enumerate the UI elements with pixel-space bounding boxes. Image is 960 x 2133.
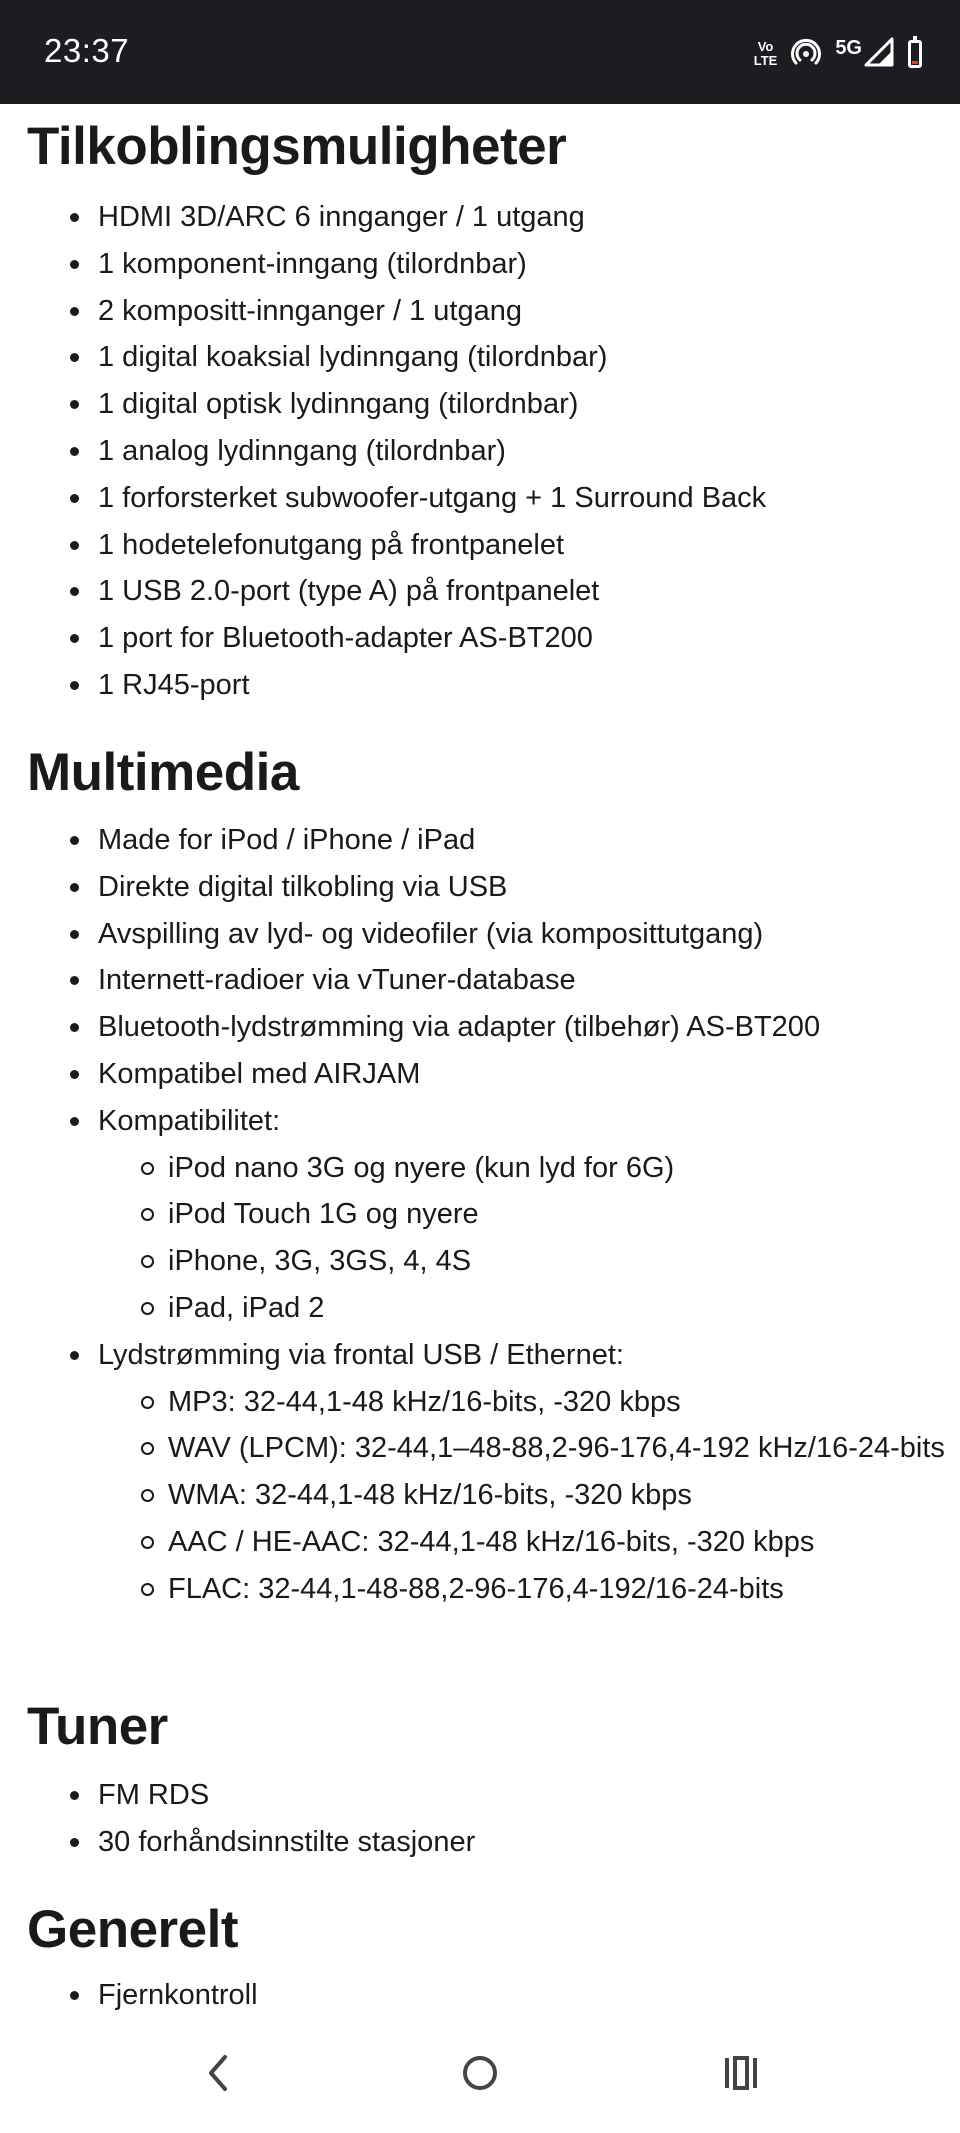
list-item: 1 komponent-inngang (tilordnbar) [0,241,898,288]
sublist-item: iPod Touch 1G og nyere [96,1191,958,1238]
section-title-connectivity: Tilkoblingsmuligheter [27,117,567,176]
sublist-item: WMA: 32-44,1-48 kHz/16-bits, -320 kbps [96,1472,958,1519]
list-item: Internett-radioer via vTuner-database [0,957,898,1004]
list-item: Made for iPod / iPhone / iPad [0,817,898,864]
list-item: 1 digital koaksial lydinngang (tilordnbar) [0,334,898,381]
recents-icon [721,2053,761,2098]
status-bar [0,0,960,104]
back-button[interactable] [193,2050,243,2100]
list-item: 2 kompositt-innganger / 1 utgang [0,288,898,335]
navigation-bar [0,2010,960,2133]
sublist-item: AAC / HE-AAC: 32-44,1-48 kHz/16-bits, -320 kbps [96,1519,958,1566]
section-title-multimedia: Multimedia [27,743,299,802]
list-item: Bluetooth-lydstrømming via adapter (tilbehør) AS-BT200 [0,1004,898,1051]
section-title-tuner: Tuner [27,1697,168,1756]
battery-level [912,61,918,64]
page-content [0,104,960,2010]
sublist-item: MP3: 32-44,1-48 kHz/16-bits, -320 kbps [96,1379,958,1426]
hotspot-icon [791,37,821,72]
section-title-general: Generelt [27,1900,239,1959]
status-time: 23:37 [44,32,130,69]
tuner-list [0,1772,960,1866]
sublist-item: iPad, iPad 2 [96,1285,958,1332]
home-button[interactable] [455,2050,505,2100]
list-item: FM RDS [0,1772,898,1819]
list-item: 1 forforsterket subwoofer-utgang + 1 Surround Back [0,475,898,522]
sublist-item: WAV (LPCM): 32-44,1–48-88,2-96-176,4-192 kHz/16-24-bits [96,1425,958,1472]
list-item-label: Kompatibilitet: [98,1104,281,1137]
list-item: 1 USB 2.0-port (type A) på frontpanelet [0,568,898,615]
recents-button[interactable] [716,2050,766,2100]
list-item: Fjernkontroll [0,1972,898,2010]
list-item: 1 analog lydinngang (tilordnbar) [0,428,898,475]
volte-icon: Vo LTE [753,39,778,68]
home-icon [460,2053,500,2098]
list-item: Direkte digital tilkobling via USB [0,864,898,911]
network-type: 5G [835,36,862,59]
list-item: 1 RJ45-port [0,662,898,709]
list-item: 1 digital optisk lydinngang (tilordnbar) [0,381,898,428]
list-item: 1 hodetelefonutgang på frontpanelet [0,522,898,569]
list-item: Avspilling av lyd- og videofiler (via komposittutgang) [0,911,898,958]
streaming-sublist [98,1379,945,1613]
battery-icon [908,40,922,68]
list-item: HDMI 3D/ARC 6 innganger / 1 utgang [0,194,898,241]
list-item: 30 forhåndsinnstilte stasjoner [0,1819,898,1866]
signal-icon [864,37,894,72]
list-item: 1 port for Bluetooth-adapter AS-BT200 [0,615,898,662]
sublist-item: iPhone, 3G, 3GS, 4, 4S [96,1238,958,1285]
list-item-label: Lydstrømming via frontal USB / Ethernet: [98,1338,624,1371]
multimedia-list [0,817,960,1613]
connectivity-list [0,194,960,709]
list-item-streaming [0,1332,945,1613]
list-item-compatibility [0,1098,898,1332]
general-list [0,1972,960,2010]
list-item: Kompatibel med AIRJAM [0,1051,898,1098]
sublist-item: iPod nano 3G og nyere (kun lyd for 6G) [96,1145,958,1192]
status-icons [754,34,922,74]
sublist-item: FLAC: 32-44,1-48-88,2-96-176,4-192/16-24-bits [96,1566,958,1613]
back-icon [203,2053,233,2098]
compatibility-sublist [98,1145,898,1332]
